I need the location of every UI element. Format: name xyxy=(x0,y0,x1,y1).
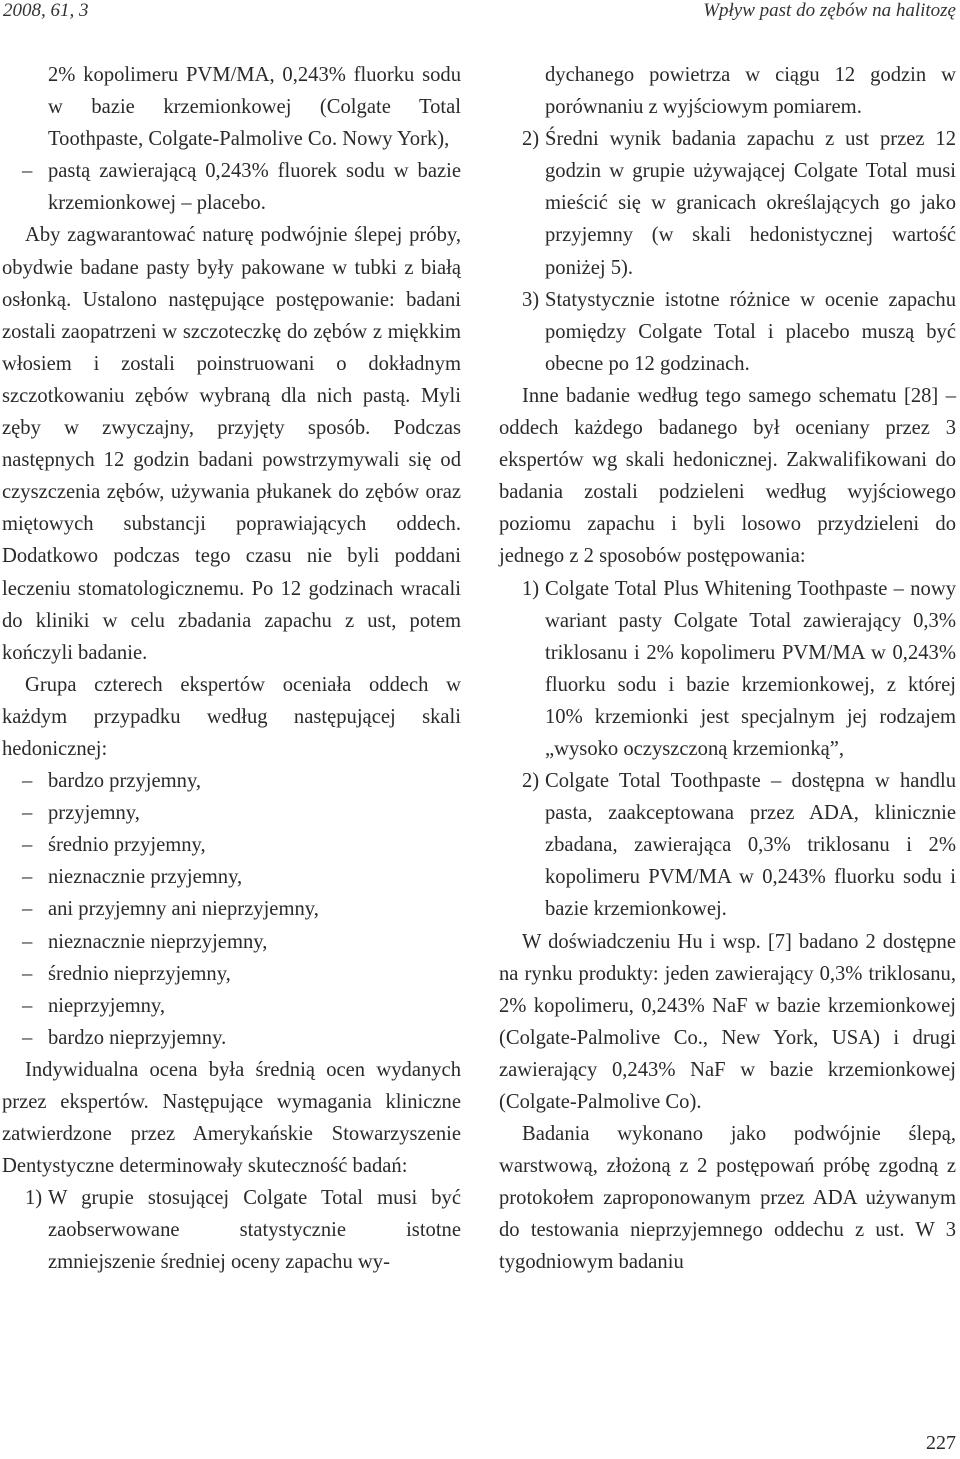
paragraph-experts: Grupa czterech ekspertów oceniała oddech w każdym przypadku według następującej skali hedonicznej: xyxy=(2,673,461,760)
scale-item: – średnio nieprzyjemny, xyxy=(2,958,461,990)
paragraph-requirements: Indywidualna ocena była średnią ocen wydanych przez ekspertów. Następujące wymagania kliniczne zatwierdzone przez Amerykańskie Stowarzyszenie Dentystyczne determinowały skuteczność badań: xyxy=(2,1058,461,1178)
paragraph-hu-study: W doświadczeniu Hu i wsp. [7] badano 2 dostępne na rynku produkty: jeden zawierający 0,3% triklosanu, 2% kopolimeru, 0,243% NaF w bazie krzemionkowej (Colgate-Palmolive Co., New York, USA) i drugi zawierający 0,243% NaF w bazie krzemionkowej (Colgate-Palmolive Co). xyxy=(499,930,956,1113)
requirement-3-number: 3) xyxy=(522,288,540,311)
scale-item: – ani przyjemny ani nieprzyjemny, xyxy=(2,893,461,925)
requirement-3-text: Statystycznie istotne różnice w ocenie zapachu pomiędzy Colgate Total i placebo muszą być obecne po 12 godzinach. xyxy=(545,288,956,375)
requirement-1-number: 1) xyxy=(25,1187,43,1210)
requirement-1-text: W grupie stosującej Colgate Total musi być zaobserwowane statystycznie istotne zmniejszenie średniej oceny zapachu wy- xyxy=(48,1187,461,1274)
option-1-number: 1) xyxy=(522,577,540,600)
scale-item: – bardzo przyjemny, xyxy=(2,765,461,797)
scale-item: – bardzo nieprzyjemny. xyxy=(2,1022,461,1054)
requirement-1-continuation: dychanego powietrza w ciągu 12 godzin w porównaniu z wyjściowym pomiarem. xyxy=(545,64,956,119)
paragraph-procedure: Aby zagwarantować naturę podwójnie ślepej próby, obydwie badane pasty były pakowane w tubki z białą osłonką. Ustalono następujące postępowanie: badani zostali zaopatrzeni w szczoteczkę do zębów z miękkim włosiem i zostali poinstruowani o dokładnym szczotkowaniu zębów wybraną dla nich pastą. Myli zęby w zwyczajny, przyjęty sposób. Podczas następnych 12 godzin badani powstrzymywali się od czyszczenia zębów, używania płukanek do zębów oraz miętowych substancji poprawiających oddech. Dodatkowo podczas tego czasu nie byli poddani leczeniu stomatologicznemu. Po 12 godzinach wracali do kliniki w celu zbadania zapachu z ust, potem kończyli badanie. xyxy=(2,224,461,664)
left-column xyxy=(2,59,461,1279)
paragraph-other-study: Inne badanie według tego samego schematu [28] – oddech każdego badanego był oceniany przez 3 ekspertów wg skali hedonicznej. Zakwalifikowani do badania zostali podzieleni według wyjściowego poziomu zapachu i byli losowo przydzieleni do jednego z 2 sposobów postępowania: xyxy=(499,384,956,568)
list-item-placebo: – pastą zawierającą 0,243% fluorek sodu w bazie krzemionkowej – placebo. xyxy=(2,155,461,219)
running-header-right: Wpływ past do zębów na halitozę xyxy=(703,0,956,21)
scale-item: – nieprzyjemny, xyxy=(2,990,461,1022)
option-1-text: Colgate Total Plus Whitening Toothpaste – nowy wariant pasty Colgate Total zawierający 0,3% triklosanu i 2% kopolimeru PVM/MA w 0,243% fluorku sodu i bazie krzemionkowej, z której 10% krzemionki jest specjalnym jej rodzajem „wysoko oczyszczoną krzemionką”, xyxy=(545,577,956,760)
scale-item: – przyjemny, xyxy=(2,797,461,829)
right-column xyxy=(499,59,956,1279)
option-2 xyxy=(499,765,956,925)
option-1 xyxy=(499,573,956,766)
paragraph-design: Badania wykonano jako podwójnie ślepą, warstwową, złożoną z 2 postępowań próbę zgodną z protokołem zaproponowanym przez ADA używanym do testowania nieprzyjemnego oddechu z ust. W 3 tygodniowym badaniu xyxy=(499,1123,956,1274)
scale-item: – średnio przyjemny, xyxy=(2,829,461,861)
page-number: 227 xyxy=(926,1432,956,1454)
requirement-2-number: 2) xyxy=(522,128,540,151)
hedonic-scale-list xyxy=(2,765,461,1054)
scale-item: – nieznacznie nieprzyjemny, xyxy=(2,926,461,958)
requirement-3 xyxy=(499,284,956,380)
option-2-text: Colgate Total Toothpaste – dostępna w handlu pasta, zaakceptowana przez ADA, klinicznie zbadana, zawierająca 0,3% triklosanu i 2% kopolimeru PVM/MA w 0,243% fluorku sodu i bazie krzemionkowej. xyxy=(545,770,956,921)
requirement-1 xyxy=(2,1182,461,1278)
intro-continuation: 2% kopolimeru PVM/MA, 0,243% fluorku sodu w bazie krzemionkowej (Colgate Total Toothpaste, Colgate-Palmolive Co. Nowy York), xyxy=(48,64,461,151)
option-2-number: 2) xyxy=(522,770,540,793)
requirement-2-text: Średni wynik badania zapachu z ust przez 12 godzin w grupie używającej Colgate Total musi mieścić się w granicach określających go jako przyjemny (w skali hedonistycznej wartość poniżej 5). xyxy=(545,128,956,279)
running-header-left: 2008, 61, 3 xyxy=(3,0,89,21)
requirement-2 xyxy=(499,123,956,283)
scale-item: – nieznacznie przyjemny, xyxy=(2,861,461,893)
